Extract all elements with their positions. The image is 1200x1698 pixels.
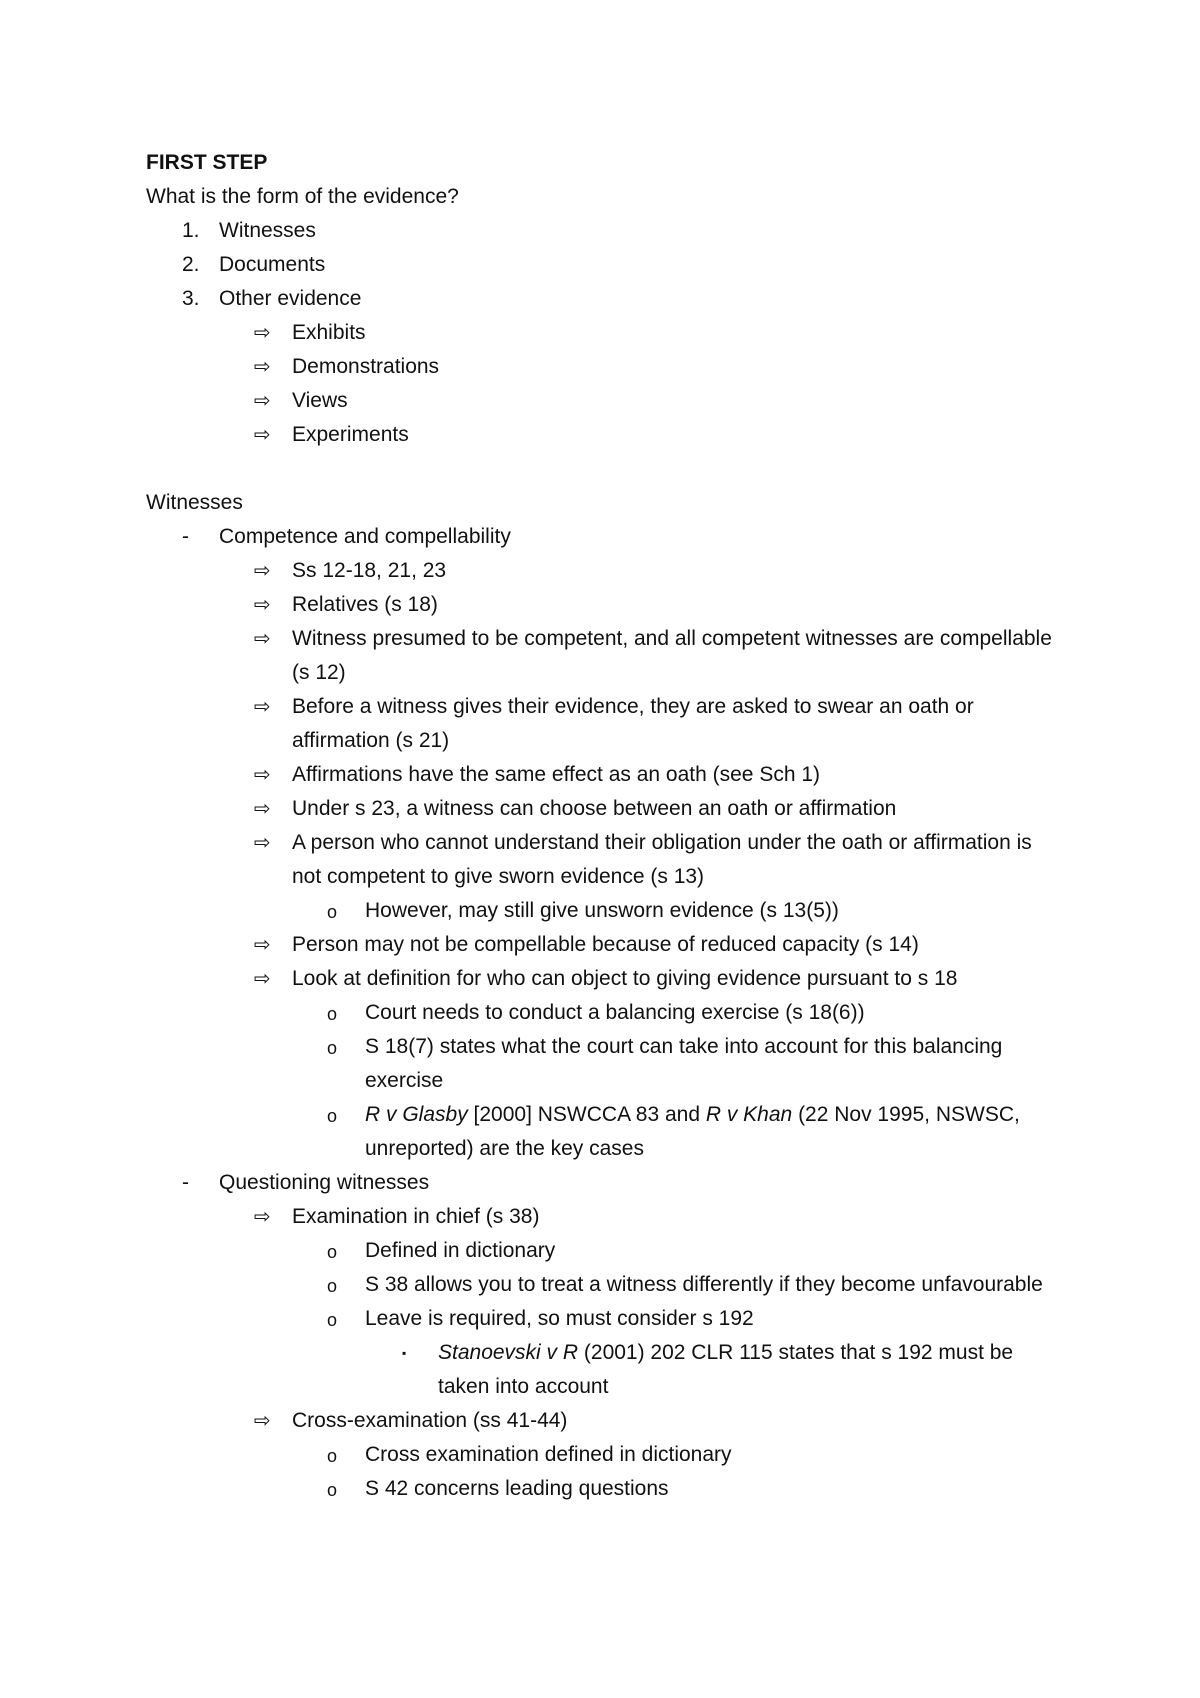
list-item-text: Cross-examination (ss 41-44) — [292, 1409, 568, 1432]
list-item-text: Views — [292, 389, 348, 412]
list-item-text — [365, 1103, 1020, 1160]
list-item-text: However, may still give unsworn evidence (s 13(5)) — [365, 899, 839, 922]
arrow-bullet-icon: ⇨ — [254, 628, 271, 650]
arrow-bullet-icon: ⇨ — [254, 594, 271, 616]
circle-list-item — [146, 1268, 1066, 1302]
arrow-bullet-icon: ⇨ — [254, 696, 271, 718]
numbered-list-item — [146, 282, 1066, 316]
list-item-text: Affirmations have the same effect as an oath (see Sch 1) — [292, 763, 821, 786]
list-number: 2. — [182, 253, 200, 276]
list-item-text: Witness presumed to be competent, and all competent witnesses are compellable (s 12) — [292, 627, 1052, 684]
arrow-list-item — [146, 588, 1066, 622]
circle-list-item — [146, 996, 1066, 1030]
arrow-list-item — [146, 1200, 1066, 1234]
arrow-list-item — [146, 1404, 1066, 1438]
list-item-text: Documents — [219, 253, 326, 276]
list-item-text: A person who cannot understand their obligation under the oath or affirmation is not competent to give sworn evidence (s 13) — [292, 831, 1032, 888]
circle-list-item — [146, 1302, 1066, 1336]
arrow-bullet-icon: ⇨ — [254, 560, 271, 582]
list-number: 3. — [182, 287, 200, 310]
list-item-text: Questioning witnesses — [219, 1171, 430, 1194]
list-item-text: S 18(7) states what the court can take into account for this balancing exercise — [365, 1035, 1003, 1092]
case-name: R v Glasby — [365, 1103, 468, 1126]
list-item-text: Relatives (s 18) — [292, 593, 438, 616]
list-item-text: Other evidence — [219, 287, 362, 310]
circle-bullet-icon: o — [327, 1038, 338, 1058]
arrow-list-item — [146, 928, 1066, 962]
dash-list-item — [146, 1166, 1066, 1200]
circle-bullet-icon: o — [327, 1242, 338, 1262]
arrow-list-item — [146, 792, 1066, 826]
paragraph-spacer — [146, 452, 1066, 486]
list-item-text: Ss 12-18, 21, 23 — [292, 559, 447, 582]
list-item-text: Cross examination defined in dictionary — [365, 1443, 732, 1466]
case-name: R v Khan — [705, 1103, 793, 1126]
arrow-bullet-icon: ⇨ — [254, 322, 271, 344]
arrow-list-item — [146, 418, 1066, 452]
circle-bullet-icon: o — [327, 1310, 338, 1330]
list-item-text: S 42 concerns leading questions — [365, 1477, 669, 1500]
list-item-text: Competence and compellability — [219, 525, 511, 548]
list-item-text: Witnesses — [219, 219, 316, 242]
circle-bullet-icon: o — [327, 1446, 338, 1466]
arrow-bullet-icon: ⇨ — [254, 390, 271, 412]
circle-bullet-icon: o — [327, 1106, 338, 1126]
numbered-list-item — [146, 248, 1066, 282]
arrow-bullet-icon: ⇨ — [254, 832, 271, 854]
square-list-item — [146, 1336, 1066, 1404]
circle-list-item — [146, 1098, 1066, 1166]
arrow-bullet-icon: ⇨ — [254, 1206, 271, 1228]
circle-list-item — [146, 1030, 1066, 1098]
list-item-text: Experiments — [292, 423, 409, 446]
section-heading: FIRST STEP — [146, 151, 268, 174]
numbered-list-item — [146, 214, 1066, 248]
question-text: What is the form of the evidence? — [146, 185, 459, 208]
circle-list-item — [146, 1472, 1066, 1506]
circle-bullet-icon: o — [327, 902, 338, 922]
arrow-bullet-icon: ⇨ — [254, 424, 271, 446]
arrow-list-item — [146, 690, 1066, 758]
arrow-list-item — [146, 962, 1066, 996]
list-item-text: Leave is required, so must consider s 192 — [365, 1307, 754, 1330]
dash-bullet-icon: - — [182, 525, 189, 548]
list-item-text: S 38 allows you to treat a witness differently if they become unfavourable — [365, 1273, 1043, 1296]
circle-list-item — [146, 894, 1066, 928]
list-item-text: Person may not be compellable because of reduced capacity (s 14) — [292, 933, 919, 956]
circle-bullet-icon: o — [327, 1480, 338, 1500]
list-item-text: Demonstrations — [292, 355, 440, 378]
arrow-bullet-icon: ⇨ — [254, 934, 271, 956]
arrow-list-item — [146, 384, 1066, 418]
list-item-text: Court needs to conduct a balancing exercise (s 18(6)) — [365, 1001, 865, 1024]
arrow-bullet-icon: ⇨ — [254, 764, 271, 786]
arrow-list-item — [146, 316, 1066, 350]
circle-bullet-icon: o — [327, 1276, 338, 1296]
circle-list-item — [146, 1234, 1066, 1268]
list-item-text — [438, 1341, 1013, 1398]
case-citation: (2001) 202 CLR 115 states that s 192 must be taken into account — [438, 1341, 1014, 1398]
arrow-bullet-icon: ⇨ — [254, 1410, 271, 1432]
arrow-list-item — [146, 826, 1066, 894]
list-item-text: Exhibits — [292, 321, 366, 344]
arrow-bullet-icon: ⇨ — [254, 356, 271, 378]
dash-list-item — [146, 520, 1066, 554]
list-item-text: Defined in dictionary — [365, 1239, 556, 1262]
arrow-list-item — [146, 758, 1066, 792]
witnesses-heading: Witnesses — [146, 491, 243, 514]
dash-bullet-icon: - — [182, 1171, 189, 1194]
list-item-text: Under s 23, a witness can choose between an oath or affirmation — [292, 797, 897, 820]
arrow-list-item — [146, 622, 1066, 690]
list-number: 1. — [182, 219, 200, 242]
case-name: Stanoevski v R — [438, 1341, 579, 1364]
case-citation: (22 Nov 1995, NSWSC, unreported) are the key cases — [365, 1103, 1020, 1160]
list-item-text: Before a witness gives their evidence, they are asked to swear an oath or affirmation (s 21) — [292, 695, 974, 752]
list-item-text: Examination in chief (s 38) — [292, 1205, 540, 1228]
arrow-bullet-icon: ⇨ — [254, 968, 271, 990]
arrow-list-item — [146, 350, 1066, 384]
square-bullet-icon: ▪ — [402, 1346, 407, 1360]
document-body — [146, 146, 1066, 1506]
circle-bullet-icon: o — [327, 1004, 338, 1024]
circle-list-item — [146, 1438, 1066, 1472]
arrow-list-item — [146, 554, 1066, 588]
list-item-text: Look at definition for who can object to giving evidence pursuant to s 18 — [292, 967, 958, 990]
arrow-bullet-icon: ⇨ — [254, 798, 271, 820]
case-citation: [2000] NSWCCA 83 and — [467, 1103, 706, 1126]
